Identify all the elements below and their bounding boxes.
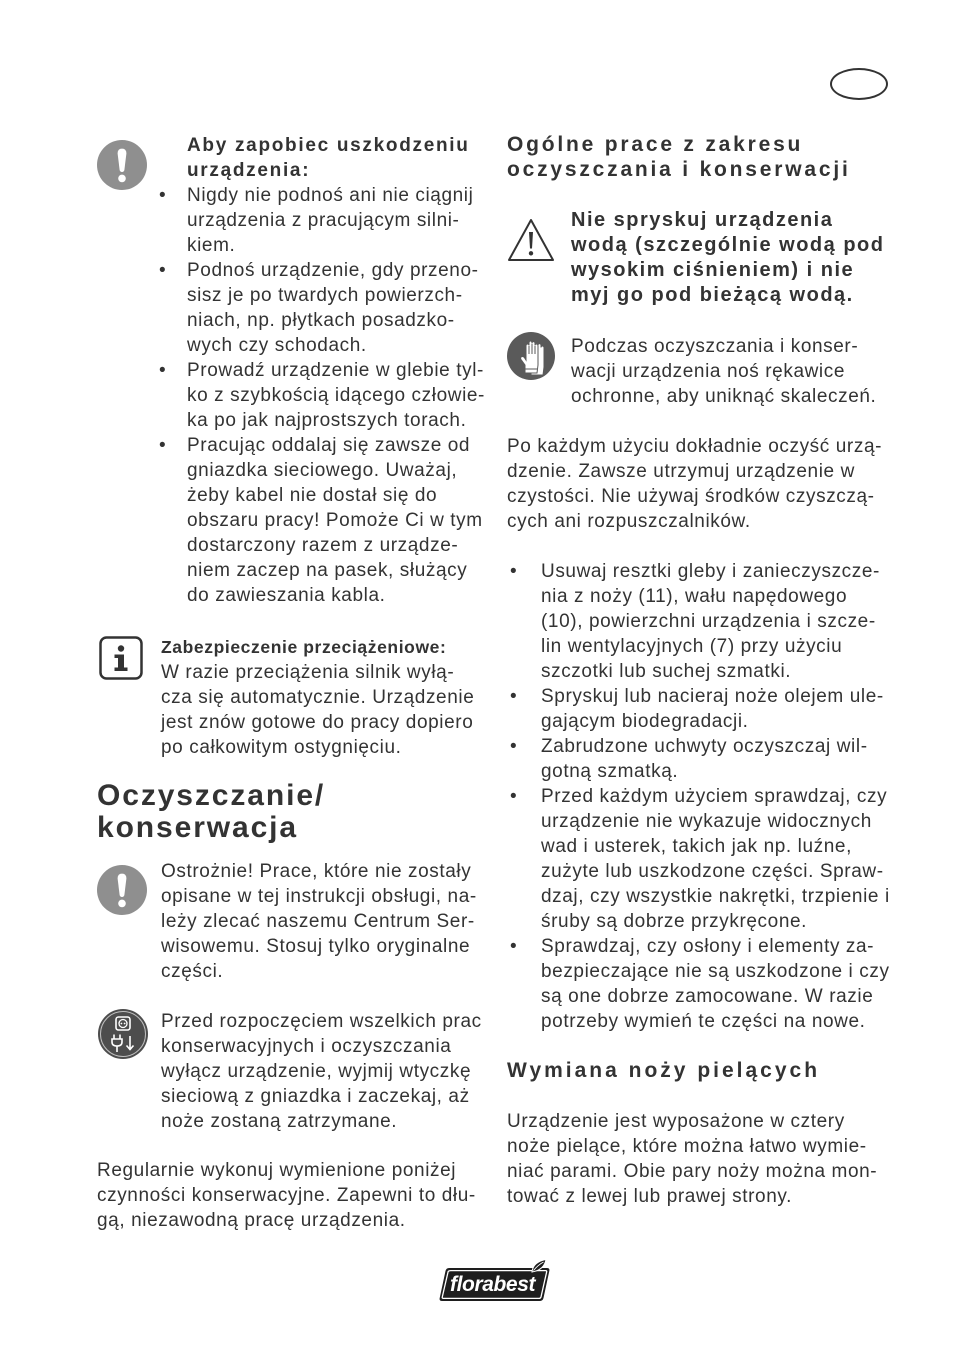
- damage-prevention-heading: Aby zapobiec uszkodzeniu urządzenia:: [187, 135, 470, 181]
- exclamation-circle-icon: [97, 865, 147, 915]
- florabest-logo: [437, 1258, 551, 1304]
- bullet-marker: [157, 183, 187, 258]
- list-item-text: Prowadź urządzenie w glebie tyl- ko z szybkością idącego człowie- ka po jak najprostszych torach.: [187, 360, 485, 431]
- bullet-marker: [157, 358, 187, 433]
- blade-replacement-heading: Wymiana noży pielących: [507, 1059, 821, 1082]
- bullet-marker: [507, 684, 541, 734]
- list-item-text: Pracując oddalaj się zawsze od gniazdka sieciowego. Uważaj, żeby kabel nie dostał się do obszaru pracy! Pomoże Ci w tym dostarczony razem z urządze- niem zaczep na pasek, służący do zawieszania kabla.: [187, 435, 483, 606]
- bullet-marker: [507, 784, 541, 934]
- language-badge: [830, 68, 888, 100]
- list-item-text: Nigdy nie podnoś ani nie ciągnij urządzenia z pracującym silni- kiem.: [187, 185, 474, 256]
- logo-wordmark: florabest: [450, 1273, 536, 1296]
- gloves-icon: [507, 332, 555, 380]
- gloves-notice-text: Podczas oczyszczania i konser- wacji urządzenia noś rękawice ochronne, aby uniknąć skaleczeń.: [571, 336, 877, 407]
- list-item: [507, 784, 890, 934]
- list-item-text: Zabrudzone uchwyty oczyszczaj wil- gotną szmatką.: [541, 736, 868, 782]
- section-title: Oczyszczanie/ konserwacja: [97, 779, 326, 844]
- list-item: [507, 734, 890, 784]
- maintenance-intro-paragraph: Regularnie wykonuj wymienione poniżej czynności konserwacyjne. Zapewni to dłu- gą, niezawodną pracę urządzenia.: [97, 1160, 476, 1231]
- cleaning-steps-list: [507, 559, 890, 1034]
- bullet-marker: [507, 934, 541, 1034]
- info-icon: [99, 636, 143, 680]
- bullet-marker: [157, 258, 187, 358]
- no-water-warning-text: Nie spryskuj urządzenia wodą (szczególnie wodą pod wysokim ciśnieniem) i nie myj go pod bieżącą wodą.: [571, 209, 885, 306]
- unplug-icon: [98, 1009, 148, 1059]
- list-item: [157, 258, 485, 358]
- after-use-paragraph: Po każdym użyciu dokładnie oczyść urzą- dzenie. Zawsze utrzymuj urządzenie w czystości. Nie używaj środków czyszczą- cych ani rozpuszczalników.: [507, 436, 883, 532]
- list-item-text: Podnoś urządzenie, gdy przeno- sisz je po twardych powierzch- niach, np. płytkach posadzko- wych czy schodach.: [187, 260, 479, 356]
- list-item: [157, 433, 485, 608]
- list-item: [507, 934, 890, 1034]
- list-item-text: Usuwaj resztki gleby i zanieczyszcze- nia z noży (11), wału napędowego (10), powierzchni urządzenia i szcze- lin wentylacyjnych (7) przy użyciu szczotki lub suchej szmatki.: [541, 561, 880, 682]
- bullet-marker: [157, 433, 187, 608]
- list-item-text: Sprawdzaj, czy osłony i elementy za- bezpieczające nie są uszkodzone i czy są one dobrze zamocowane. W razie potrzeby wymień te części na nowe.: [541, 936, 890, 1032]
- overload-protection-label: Zabezpieczenie przeciążeniowe:: [161, 637, 447, 657]
- bullet-marker: [507, 559, 541, 684]
- unplug-notice-text: Przed rozpoczęciem wszelkich prac konserwacyjnych i oczyszczania wyłącz urządzenie, wyjmij wtyczkę sieciową z gniazdka i zaczekaj, aż noże zostaną zatrzymane.: [161, 1011, 482, 1132]
- warning-triangle-icon: [506, 217, 556, 263]
- list-item: [507, 684, 890, 734]
- overload-protection-text: W razie przeciążenia silnik wyłą- cza się automatycznie. Urządzenie jest znów gotowe do pracy dopiero po całkowitym ostygnięciu.: [161, 662, 475, 758]
- service-caution-text: Ostrożnie! Prace, które nie zostały opisane w tej instrukcji obsługi, na- leży zlecać naszemu Centrum Ser- wisowemu. Stosuj tylko oryginalne części.: [161, 861, 477, 982]
- list-item: [507, 559, 890, 684]
- overload-protection-note: [161, 635, 474, 760]
- bullet-marker: [507, 734, 541, 784]
- list-item-text: Spryskuj lub nacieraj noże olejem ule- gającym biodegradacji.: [541, 686, 884, 732]
- list-item: [157, 358, 485, 433]
- exclamation-circle-icon: [97, 140, 147, 190]
- blade-replacement-paragraph: Urządzenie jest wyposażone w cztery noże pielące, które można łatwo wymie- niać parami. Obie pary noży można mon- tować z lewej lub prawej strony.: [507, 1111, 878, 1207]
- general-cleaning-heading: Ogólne prace z zakresu oczyszczania i konserwacji: [507, 133, 851, 181]
- list-item-text: Przed każdym użyciem sprawdzaj, czy urządzenie nie wykazuje widocznych wad i usterek, takich jak np. luźne, zużyte lub uszkodzone części. Spraw- dzaj, czy wszystkie nakrętki, trzpienie i śruby są dobrze przykręcone.: [541, 786, 890, 932]
- damage-prevention-list: [157, 183, 485, 608]
- list-item: [157, 183, 485, 258]
